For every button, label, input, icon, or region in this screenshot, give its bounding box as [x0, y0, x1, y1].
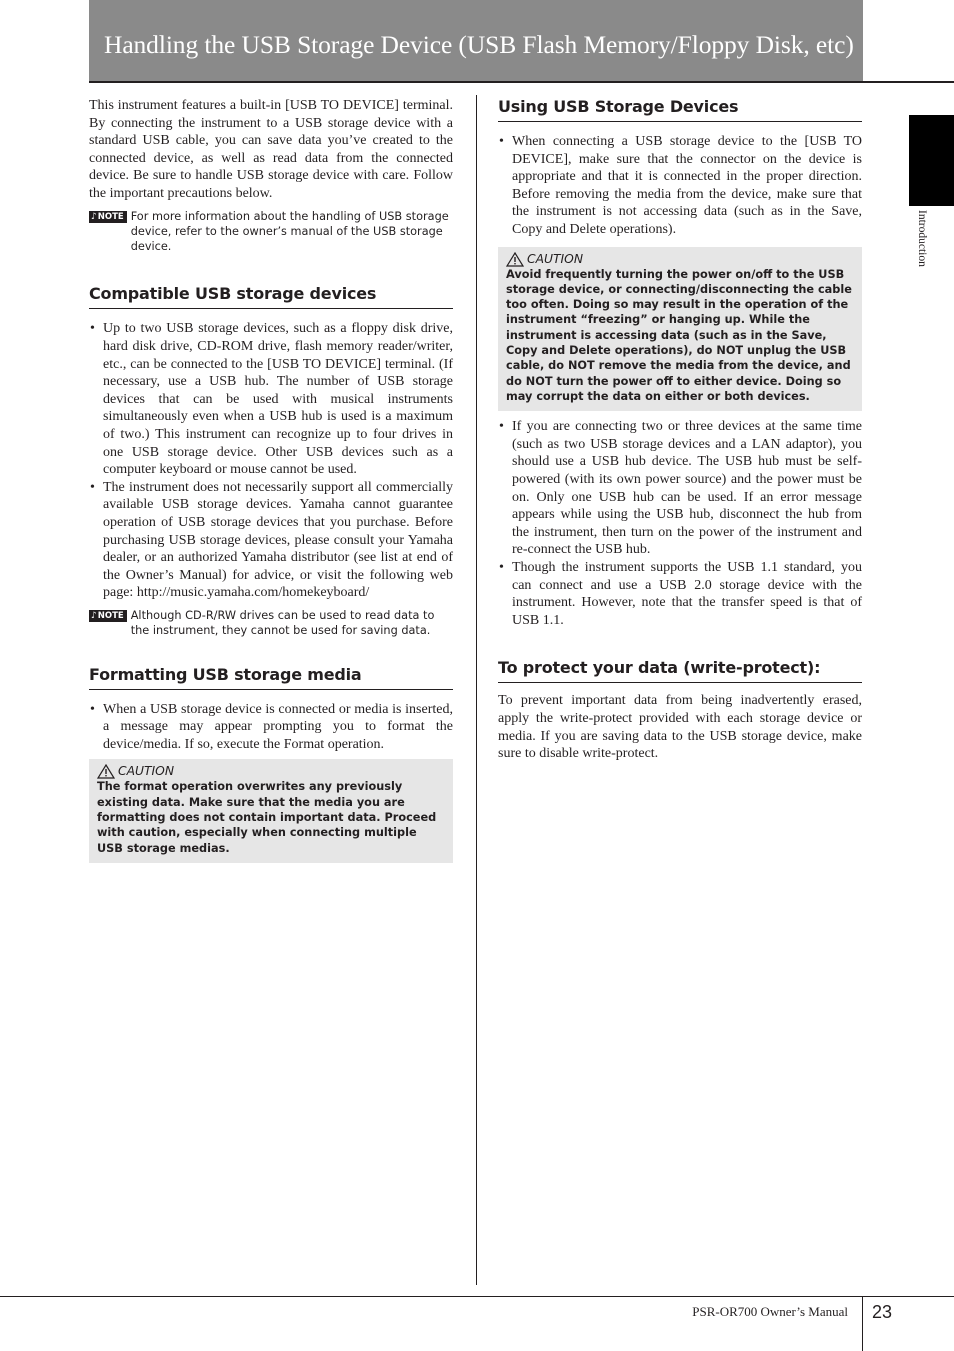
caution-text: Avoid frequently turning the power on/off to the USB storage device, or connecting/disconnecting the cable too often. Doing so may result in the operation of the instrument “freezing” or hanging up. While the instrument is accessing data (such as in the Save, Copy and Delete operations), do NOT unplug the USB cable, do NOT remove the media from the device, and do NOT turn the power off to either device. Doing so may corrupt the data on either or both devices. — [506, 267, 852, 403]
section-tab-label: Introduction — [916, 210, 928, 267]
caution-header — [97, 764, 445, 779]
warning-triangle-icon — [97, 764, 115, 779]
formatting-list — [89, 701, 453, 754]
caution-box — [498, 247, 862, 412]
note-block — [89, 209, 453, 255]
section-heading-formatting: Formatting USB storage media — [89, 665, 453, 690]
section-heading-compatible: Compatible USB storage devices — [89, 284, 453, 309]
caution-text: The format operation overwrites any previously existing data. Make sure that the media you are formatting does not contain important data. Proceed with caution, especially when connecting multiple USB storage medias. — [97, 780, 437, 855]
intro-paragraph: This instrument features a built-in [USB TO DEVICE] terminal. By connecting the instrument to a USB storage device with a standard USB cable, you can save data you’ve created to the connected device, as well as read data from the connected device. Be sure to handle USB storage device with care. Follow the important precautions below. — [89, 98, 453, 201]
using-list-continued — [498, 418, 862, 629]
caution-label: CAUTION — [118, 764, 175, 779]
note-text: For more information about the handling of USB storage device, refer to the owner’s manual of the USB storage device. — [130, 209, 449, 254]
footer-manual-title: PSR-OR700 Owner’s Manual — [692, 1304, 848, 1319]
note-icon: ♪ NOTE — [89, 610, 127, 622]
caution-box — [89, 759, 453, 862]
caution-label: CAUTION — [527, 251, 584, 266]
list-item: • When connecting a USB storage device to the [USB TO DEVICE], make sure that the connector on the device is appropriate and that it is connected in the proper direction. Before removing the media from the device, make sure that the instrument is not accessing data (such as in the Save, Copy and Delete operations). — [499, 134, 862, 237]
left-column — [89, 97, 453, 863]
section-heading-using: Using USB Storage Devices — [498, 97, 862, 122]
column-divider — [476, 95, 477, 1285]
header-rule — [89, 81, 954, 83]
list-item: • Though the instrument supports the USB 1.1 standard, you can connect and use a USB 2.0 storage device with the instrument. However, note that the transfer speed is that of USB 1.1. — [499, 559, 862, 628]
list-item: • The instrument does not necessarily support all commercially available USB storage devices. Yamaha cannot guarantee operation of USB storage devices that you purchase. Before purchasing USB storage devices, please consult your Yamaha dealer, or an authorized Yamaha distributor (see list at end of the Owner’s Manual) for advice, or visit the following web page: http://music.yamaha.com/homekeyboard/ — [90, 479, 453, 601]
note-icon: ♪ NOTE — [89, 211, 127, 223]
compatible-list — [89, 320, 453, 602]
protect-paragraph: To prevent important data from being inadvertently erased, apply the write-protect provided with each storage device or media. If you are saving data to the USB storage device, make sure to disable write-protect. — [498, 693, 862, 762]
list-item: • If you are connecting two or three devices at the same time (such as two USB storage devices and a LAN adaptor), you should use a USB hub device. The USB hub must be self-powered (with its own power source) and the power must be on. Only one USB hub can be used. If an error message appears while using the USB hub, disconnect the hub from the instrument, then turn on the power of the instrument and re-connect the USB hub. — [499, 419, 862, 558]
page-number: 23 — [872, 1302, 893, 1322]
footer-rule — [0, 1296, 954, 1297]
section-heading-protect: To protect your data (write-protect): — [498, 658, 862, 683]
using-list — [498, 133, 862, 239]
section-tab — [909, 115, 954, 206]
list-item: • Up to two USB storage devices, such as a floppy disk drive, hard disk drive, CD-ROM drive, flash memory reader/writer, etc., can be connected to the [USB TO DEVICE] terminal. (If necessary, use a USB hub. The number of USB storage devices that can be used with musical instruments simultaneously even when a USB hub is used is a maximum of two.) This instrument can recognize up to four drives in one USB storage device. Other USB devices such as a computer keyboard or mouse cannot be used. — [90, 321, 453, 478]
note-text: Although CD-R/RW drives can be used to read data to the instrument, they cannot be used for saving data. — [130, 608, 435, 638]
note-block — [89, 608, 453, 639]
warning-triangle-icon — [506, 252, 524, 267]
page-title: Handling the USB Storage Device (USB Flash Memory/Floppy Disk, etc) — [104, 30, 854, 59]
caution-header — [506, 252, 854, 267]
footer-divider — [862, 1296, 863, 1351]
right-column — [498, 97, 862, 763]
list-item: • When a USB storage device is connected or media is inserted, a message may appear prompting you to format the device/media. If so, execute the Format operation. — [90, 701, 453, 752]
